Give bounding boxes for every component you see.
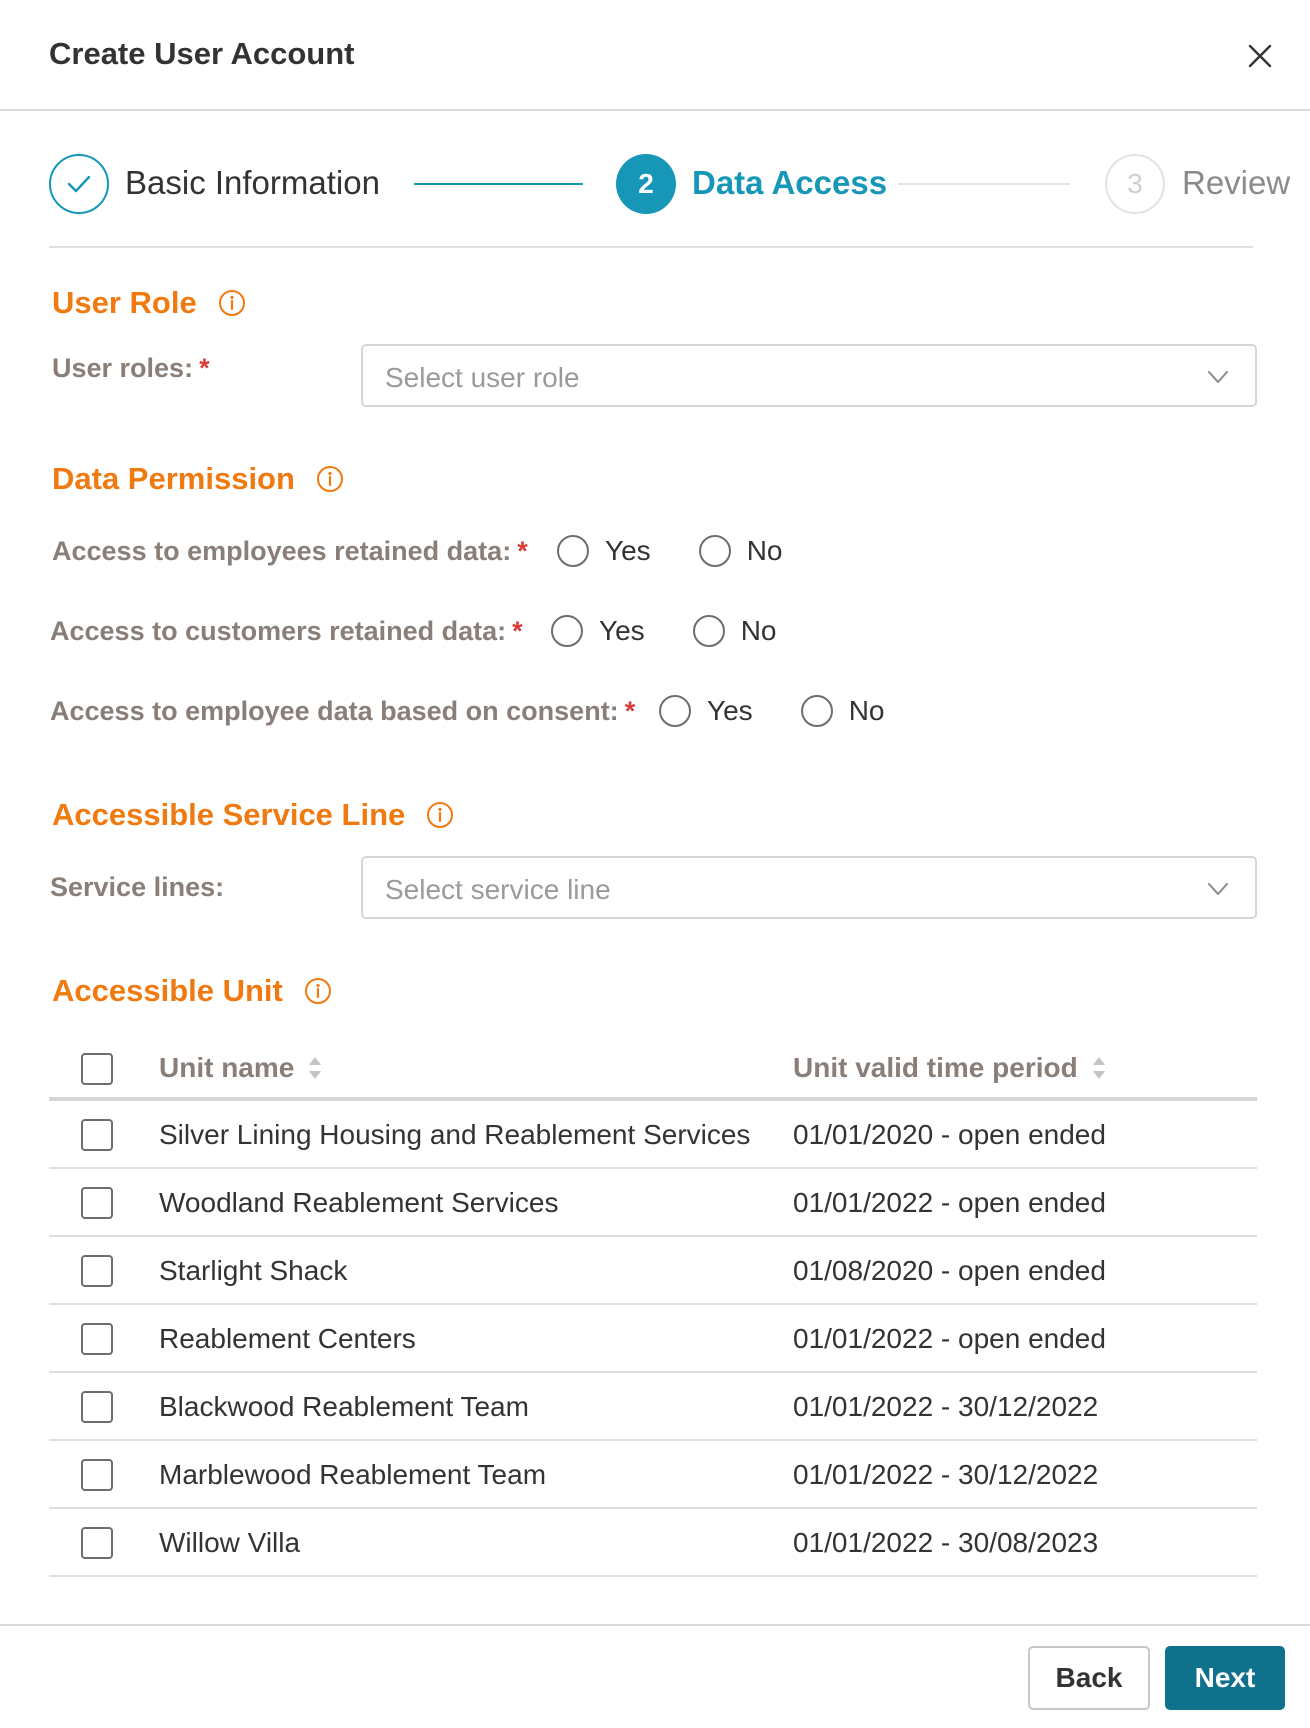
column-divider	[141, 1101, 144, 1167]
step-2-active: 2	[616, 154, 676, 214]
table-row	[49, 1101, 1257, 1169]
radio-label-no: No	[740, 615, 777, 646]
stepper-divider	[49, 246, 1253, 248]
user-roles-label	[52, 353, 210, 384]
column-divider	[141, 1169, 144, 1235]
dialog-footer	[0, 1624, 1310, 1728]
row-checkbox[interactable]	[81, 1255, 113, 1287]
customers-retained-yes[interactable]	[551, 615, 645, 647]
customers-retained-no[interactable]	[693, 615, 777, 647]
service-line-select[interactable]	[361, 856, 1257, 919]
column-divider	[141, 1237, 144, 1303]
unit-period-cell: 01/01/2020 - open ended	[793, 1119, 1106, 1150]
user-role-select[interactable]	[361, 344, 1257, 407]
select-all-checkbox[interactable]	[81, 1053, 113, 1085]
step-3-upcoming: 3	[1105, 154, 1165, 214]
table-row	[49, 1237, 1257, 1305]
service-line-placeholder: Select service line	[385, 874, 611, 905]
employees-retained-yes[interactable]	[557, 535, 651, 567]
column-divider	[775, 1509, 778, 1575]
unit-name-cell: Willow Villa	[159, 1527, 301, 1558]
customers-retained-label	[50, 616, 523, 647]
employee-consent-no[interactable]	[801, 695, 885, 727]
next-button[interactable]: Next	[1165, 1646, 1285, 1710]
chevron-down-icon	[1205, 876, 1231, 902]
unit-name-cell: Reablement Centers	[159, 1323, 416, 1354]
row-checkbox[interactable]	[81, 1119, 113, 1151]
required-mark: *	[199, 353, 210, 383]
radio-label-yes: Yes	[599, 615, 645, 646]
unit-name-cell: Blackwood Reablement Team	[159, 1391, 529, 1422]
row-checkbox[interactable]	[81, 1459, 113, 1491]
employee-consent-label	[50, 696, 635, 727]
accessible-unit-title: Accessible Unit	[52, 973, 283, 1008]
customers-retained-radio-group	[551, 615, 824, 647]
unit-period-cell: 01/01/2022 - 30/12/2022	[793, 1459, 1099, 1490]
step-connector-1	[414, 183, 583, 185]
unit-period-cell: 01/01/2022 - open ended	[793, 1323, 1106, 1354]
close-icon	[1240, 36, 1280, 76]
info-icon[interactable]	[303, 976, 333, 1006]
table-row	[49, 1373, 1257, 1441]
info-icon[interactable]	[217, 288, 247, 318]
accessible-unit-section-title	[52, 973, 333, 1009]
radio-label-yes: Yes	[605, 535, 651, 566]
employee-consent-radio-group	[659, 695, 932, 727]
table-row	[49, 1509, 1257, 1577]
radio-label-no: No	[848, 695, 885, 726]
service-lines-label: Service lines:	[50, 872, 225, 902]
radio-button[interactable]	[551, 615, 583, 647]
column-header-unit-name-text: Unit name	[159, 1052, 295, 1083]
radio-button[interactable]	[557, 535, 589, 567]
user-roles-label-text: User roles:	[52, 353, 194, 383]
column-header-unit-period-text: Unit valid time period	[793, 1052, 1078, 1083]
check-icon	[64, 169, 94, 199]
step-1-label: Basic Information	[125, 164, 380, 201]
column-divider	[141, 1509, 144, 1575]
radio-label-no: No	[746, 535, 783, 566]
step-2-label: Data Access	[692, 164, 888, 201]
table-row	[49, 1441, 1257, 1509]
employees-retained-label	[52, 536, 528, 567]
row-checkbox[interactable]	[81, 1323, 113, 1355]
back-button[interactable]: Back	[1028, 1646, 1150, 1710]
column-divider	[141, 1305, 144, 1371]
unit-period-cell: 01/01/2022 - 30/08/2023	[793, 1527, 1099, 1558]
column-divider	[775, 1040, 778, 1097]
column-header-unit-name[interactable]	[159, 1052, 324, 1084]
unit-table	[49, 1040, 1257, 1577]
unit-name-cell: Silver Lining Housing and Reablement Services	[159, 1119, 751, 1150]
service-line-section-title	[52, 797, 455, 833]
employees-retained-label-text: Access to employees retained data:	[52, 536, 512, 566]
column-divider	[141, 1040, 144, 1097]
radio-button[interactable]	[801, 695, 833, 727]
required-mark: *	[512, 616, 523, 646]
user-role-title: User Role	[52, 285, 197, 320]
employees-retained-no[interactable]	[699, 535, 783, 567]
unit-period-cell: 01/01/2022 - open ended	[793, 1187, 1106, 1218]
dialog-title: Create User Account	[49, 36, 355, 71]
radio-button[interactable]	[699, 535, 731, 567]
user-role-section-title	[52, 285, 247, 321]
row-checkbox[interactable]	[81, 1527, 113, 1559]
step-1-completed[interactable]	[49, 154, 109, 214]
info-icon[interactable]	[315, 464, 345, 494]
required-mark: *	[517, 536, 528, 566]
service-line-title: Accessible Service Line	[52, 797, 406, 832]
stepper	[49, 150, 1291, 218]
column-header-unit-period[interactable]	[793, 1052, 1108, 1084]
employee-consent-yes[interactable]	[659, 695, 753, 727]
column-divider	[775, 1305, 778, 1371]
radio-label-yes: Yes	[707, 695, 753, 726]
step-3-label: Review	[1182, 164, 1291, 201]
sort-icon[interactable]	[1090, 1054, 1108, 1082]
sort-icon[interactable]	[306, 1054, 324, 1082]
close-button[interactable]	[1240, 36, 1280, 76]
info-icon[interactable]	[425, 800, 455, 830]
column-divider	[775, 1373, 778, 1439]
data-permission-section-title	[52, 461, 345, 497]
column-divider	[775, 1101, 778, 1167]
column-divider	[775, 1441, 778, 1507]
column-divider	[141, 1373, 144, 1439]
customers-retained-label-text: Access to customers retained data:	[50, 616, 507, 646]
column-divider	[775, 1237, 778, 1303]
required-mark: *	[624, 696, 636, 726]
column-divider	[775, 1169, 778, 1235]
radio-button[interactable]	[693, 615, 725, 647]
step-connector-2	[898, 183, 1070, 185]
table-row	[49, 1169, 1257, 1237]
unit-period-cell: 01/08/2020 - open ended	[793, 1255, 1106, 1286]
dialog-header	[0, 0, 1310, 111]
data-permission-title: Data Permission	[52, 461, 295, 496]
unit-period-cell: 01/01/2022 - 30/12/2022	[793, 1391, 1099, 1422]
user-role-placeholder: Select user role	[385, 362, 580, 393]
unit-name-cell: Starlight Shack	[159, 1255, 348, 1286]
unit-name-cell: Marblewood Reablement Team	[159, 1459, 547, 1490]
row-checkbox[interactable]	[81, 1187, 113, 1219]
chevron-down-icon	[1205, 364, 1231, 390]
unit-name-cell: Woodland Reablement Services	[159, 1187, 559, 1218]
table-header	[49, 1040, 1257, 1101]
radio-button[interactable]	[659, 695, 691, 727]
column-divider	[141, 1441, 144, 1507]
row-checkbox[interactable]	[81, 1391, 113, 1423]
employee-consent-label-text: Access to employee data based on consent:	[50, 696, 619, 726]
employees-retained-radio-group	[557, 535, 830, 567]
table-row	[49, 1305, 1257, 1373]
